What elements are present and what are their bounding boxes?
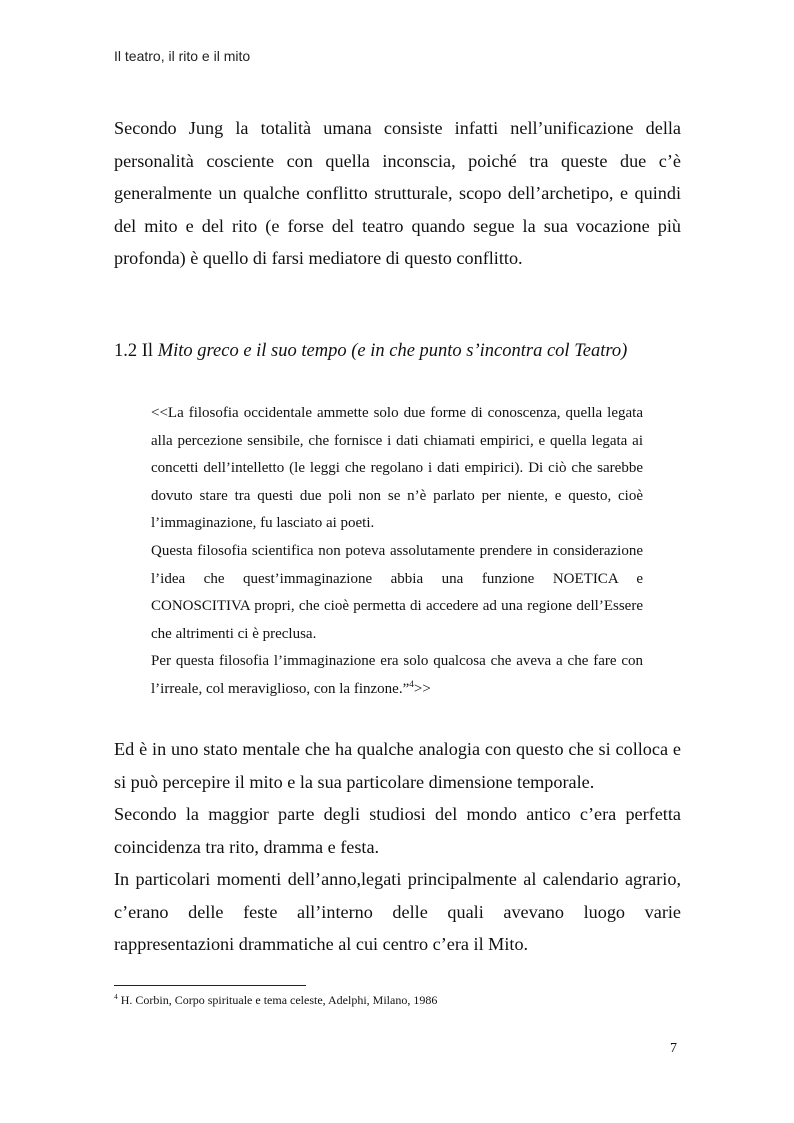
body-paragraph-3: In particolari momenti dell’anno,legati principalmente al calendario agrario, c’erano delle feste all’interno delle quali avevano luogo varie rappresentazioni drammatiche al cui centro c’era il Mito. bbox=[114, 869, 681, 955]
quote-closing-mark: >> bbox=[413, 680, 431, 697]
section-title: Mito greco e il suo tempo (e in che punto s’incontra col Teatro) bbox=[157, 341, 628, 361]
section-number: 1.2 Il bbox=[114, 341, 158, 361]
section-heading bbox=[114, 338, 627, 364]
footnote-reference[interactable]: 4 bbox=[409, 679, 414, 690]
running-header: Il teatro, il rito e il mito bbox=[114, 48, 251, 64]
page-number: 7 bbox=[670, 1041, 677, 1056]
quote-paragraph-2: Questa filosofia scientifica non poteva assolutamente prendere in considerazione l’idea che quest’immaginazione abbia una funzione NOETICA e CONOSCITIVA propri, che cioè permetta di accedere ad una regione dell’Essere che altrimenti ci è preclusa. bbox=[151, 542, 643, 642]
quote-paragraph-3 bbox=[151, 648, 643, 703]
quote-paragraph-1: <<La filosofia occidentale ammette solo due forme di conoscenza, quella legata alla percezione sensibile, che fornisce i dati chiamati empirici, e quella legata ai concetti dell’intelletto (le leggi che regolano i dati empirici). Di ciò che sarebbe dovuto stare tra questi due poli non se n’è parlato per niente, e questo, cioè l’immaginazione, fu lasciato ai poeti. bbox=[151, 405, 643, 532]
footnote-separator bbox=[114, 985, 306, 986]
footnote-text: H. Corbin, Corpo spirituale e tema celeste, Adelphi, Milano, 1986 bbox=[117, 993, 438, 1007]
quote-paragraph-3-text: Per questa filosofia l’immaginazione era solo qualcosa che aveva a che fare con l’irreale, col meraviglioso, con la finzone.” bbox=[151, 653, 643, 697]
intro-paragraph: Secondo Jung la totalità umana consiste infatti nell’unificazione della personalità cosciente con quella inconscia, poiché tra queste due c’è generalmente un qualche conflitto strutturale, scopo dell’archetipo, e quindi del mito e del rito (e forse del teatro quando segue la sua vocazione più profonda) è quello di farsi mediatore di questo conflitto. bbox=[114, 118, 681, 269]
footnote-number: 4 bbox=[114, 992, 118, 1001]
block-quote bbox=[151, 400, 643, 704]
body-paragraph-1: Ed è in uno stato mentale che ha qualche analogia con questo che si colloca e si può percepire il mito e la sua particolare dimensione temporale. bbox=[114, 739, 681, 792]
footnote bbox=[114, 992, 437, 1008]
body-paragraph-2: Secondo la maggior parte degli studiosi del mondo antico c’era perfetta coincidenza tra rito, dramma e festa. bbox=[114, 804, 681, 857]
